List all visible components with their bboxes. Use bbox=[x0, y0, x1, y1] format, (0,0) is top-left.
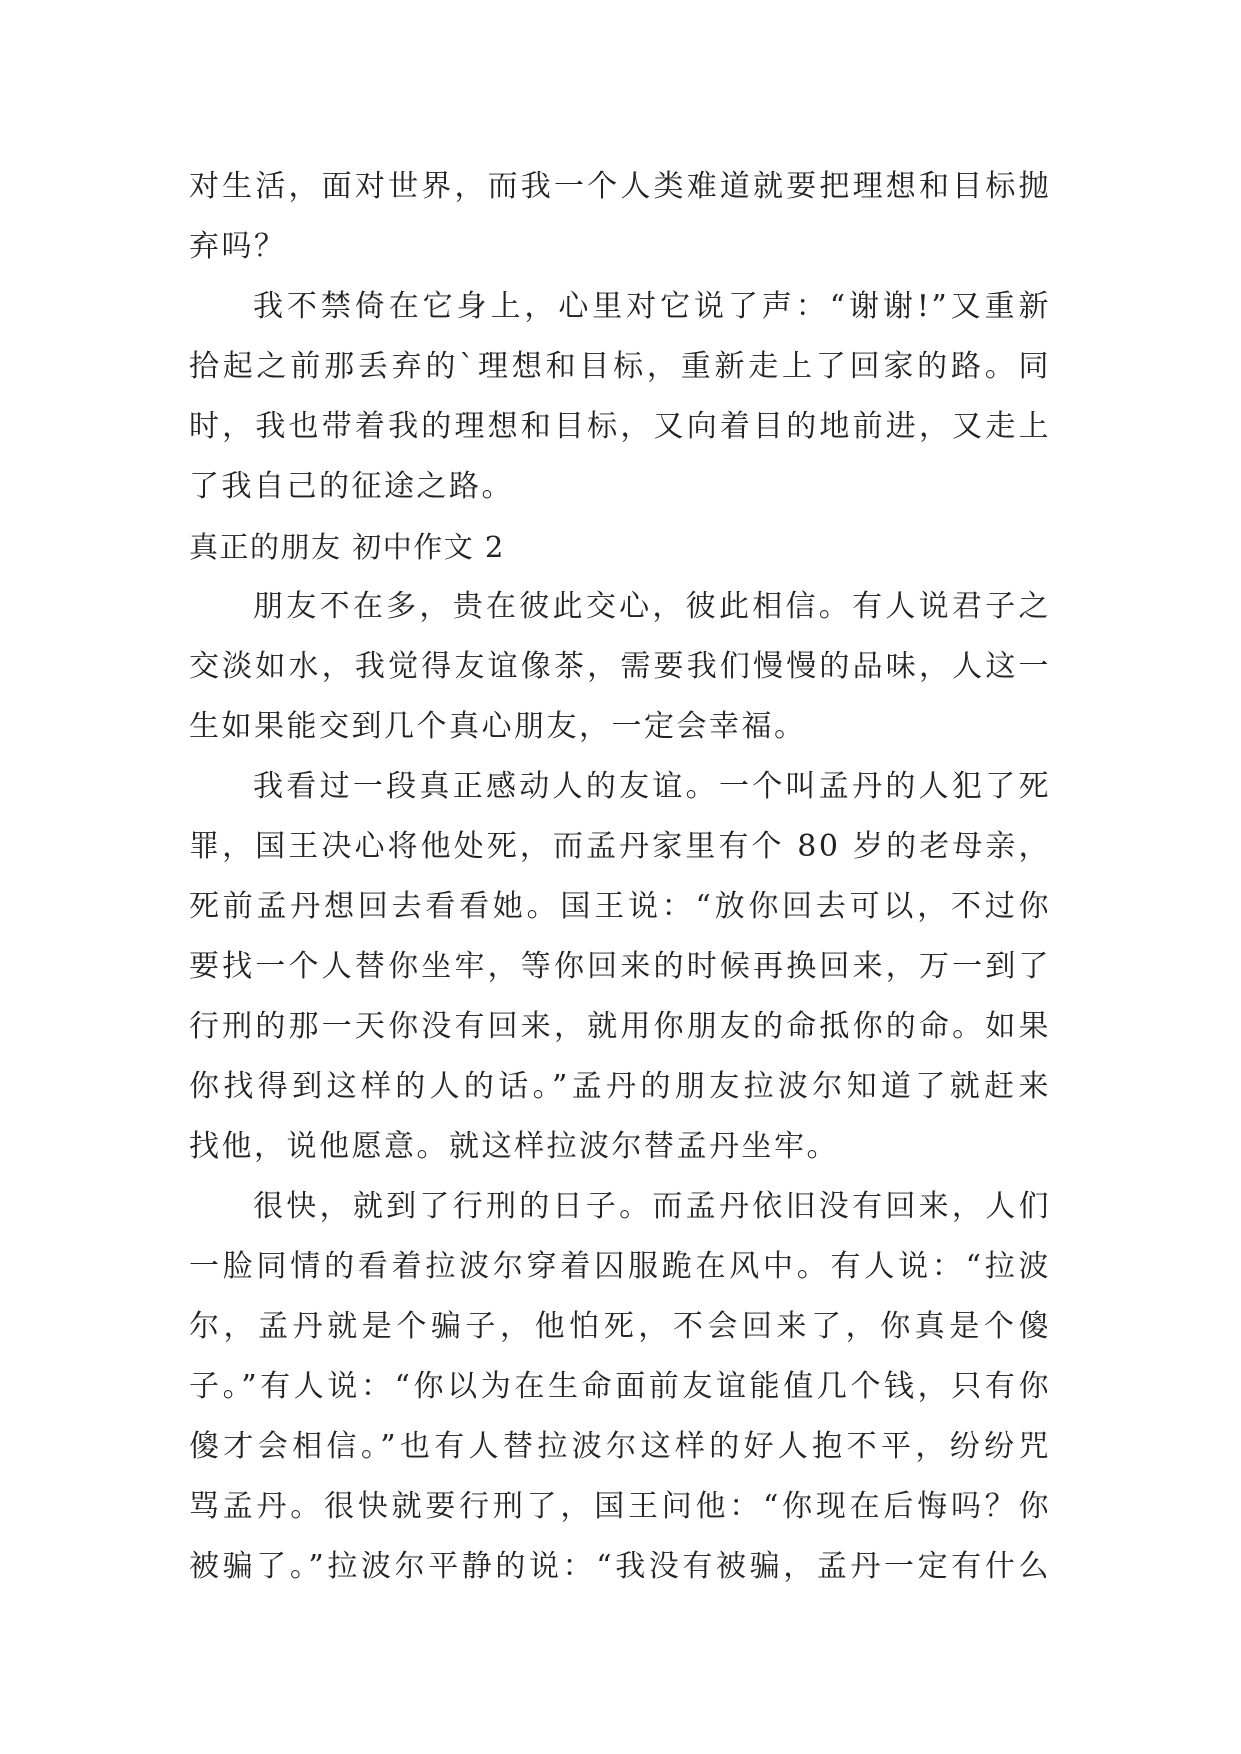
text-line: 拾起之前那丢弃的`理想和目标，重新走上了回家的路。同 bbox=[189, 349, 1051, 384]
text-line: 很快，就到了行刑的日子。而孟丹依旧没有回来，人们 bbox=[253, 1189, 1051, 1224]
text-line: 弃吗？ bbox=[189, 229, 287, 264]
paragraph-1 bbox=[189, 157, 1051, 277]
text-line: 你找得到这样的人的话。”孟丹的朋友拉波尔知道了就赶来 bbox=[189, 1069, 1051, 1104]
paragraph-2 bbox=[189, 277, 1051, 517]
text-line: 子。”有人说：“你以为在生命面前友谊能值几个钱，只有你 bbox=[189, 1369, 1051, 1404]
text-line: 时，我也带着我的理想和目标，又向着目的地前进，又走上 bbox=[189, 409, 1051, 444]
heading-text: 真正的朋友 初中作文 2 bbox=[189, 530, 505, 564]
text-line: 被骗了。”拉波尔平静的说：“我没有被骗，孟丹一定有什么 bbox=[189, 1549, 1051, 1584]
text-line: 傻才会相信。”也有人替拉波尔这样的好人抱不平，纷纷咒 bbox=[189, 1429, 1051, 1464]
text-line: 尔，孟丹就是个骗子，他怕死，不会回来了，你真是个傻 bbox=[189, 1309, 1051, 1344]
paragraph-3 bbox=[189, 577, 1051, 757]
text-line: 了我自己的征途之路。 bbox=[189, 469, 514, 504]
text-line: 行刑的那一天你没有回来，就用你朋友的命抵你的命。如果 bbox=[189, 1009, 1051, 1044]
paragraph-4 bbox=[189, 757, 1051, 1177]
text-line: 死前孟丹想回去看看她。国王说：“放你回去可以，不过你 bbox=[189, 889, 1051, 924]
text-line: 要找一个人替你坐牢，等你回来的时候再换回来，万一到了 bbox=[189, 949, 1051, 984]
text-line: 对生活，面对世界，而我一个人类难道就要把理想和目标抛 bbox=[189, 169, 1051, 204]
text-line: 生如果能交到几个真心朋友，一定会幸福。 bbox=[189, 709, 807, 744]
paragraph-5 bbox=[189, 1177, 1051, 1597]
text-line: 交淡如水，我觉得友谊像茶，需要我们慢慢的品味，人这一 bbox=[189, 649, 1051, 684]
text-line: 朋友不在多，贵在彼此交心，彼此相信。有人说君子之 bbox=[253, 589, 1051, 624]
text-line: 我不禁倚在它身上，心里对它说了声：“谢谢!”又重新 bbox=[253, 289, 1051, 324]
section-heading bbox=[189, 517, 1051, 577]
text-line: 罪，国王决心将他处死，而孟丹家里有个 80 岁的老母亲， bbox=[189, 829, 1051, 864]
document-body bbox=[189, 157, 1051, 1597]
text-line: 一脸同情的看着拉波尔穿着囚服跪在风中。有人说：“拉波 bbox=[189, 1249, 1051, 1284]
text-line: 我看过一段真正感动人的友谊。一个叫孟丹的人犯了死 bbox=[253, 769, 1051, 804]
text-line: 找他，说他愿意。就这样拉波尔替孟丹坐牢。 bbox=[189, 1129, 839, 1164]
text-line: 骂孟丹。很快就要行刑了，国王问他：“你现在后悔吗？你 bbox=[189, 1489, 1051, 1524]
